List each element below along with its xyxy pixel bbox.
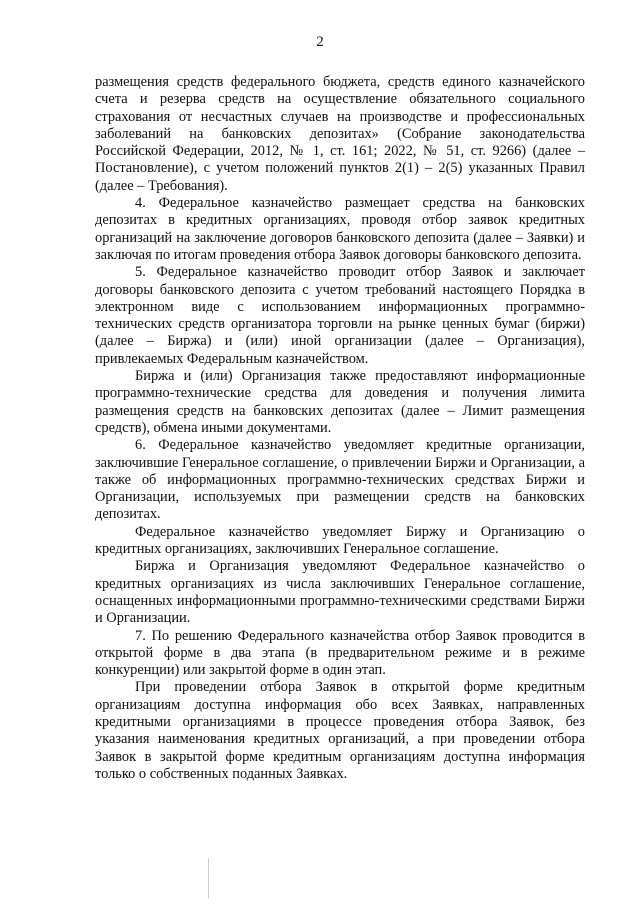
paragraph-item-6-notice-treasury: Биржа и Организация уведомляют Федеральное казначейство о кредитных организациях из числа заключивших Генеральное соглашение, оснащенных информационными программно-техническими средствами Биржи и Организации.: [95, 558, 585, 627]
paragraph-item-7: 7. По решению Федерального казначейства отбор Заявок проводится в открытой форме в два этапа (в предварительном режиме и в режиме конкуренции) или закрытой форме в один этап.: [95, 627, 585, 679]
page-number: 2: [316, 34, 324, 50]
paragraph-item-7-continued: При проведении отбора Заявок в открытой форме кредитным организациям доступна информация обо всех Заявках, направленных кредитными организациями в процессе проведения отбора Заявок, без указания наименования кредитных организаций, а при проведении отбора Заявок в закрытой форме кредитным организациям доступна информация только о собственных поданных Заявках.: [95, 679, 585, 782]
paragraph-item-5-continued: Биржа и (или) Организация также предоставляют информационные программно-технические средства для доведения и получения лимита размещения средств на банковских депозитах (далее – Лимит размещения средств), обмена иными документами.: [95, 368, 585, 436]
paragraph-continuation: размещения средств федерального бюджета, средств единого казначейского счета и резерва средств на осуществление обязательного социального страхования от несчастных случаев на производстве и профессиональных заболеваний на банковских депозитах» (Собрание законодательства Российской Федерации, 2012, № 1, ст. 161; 2022, № 51, ст. 9266) (далее – Постановление), с учетом положений пунктов 2(1) – 2(5) указанных Правил (далее – Требования).: [95, 74, 585, 194]
document-body: [95, 74, 585, 783]
paragraph-item-6-notice-exchange: Федеральное казначейство уведомляет Биржу и Организацию о кредитных организациях, заключивших Генеральное соглашение.: [95, 523, 585, 558]
scan-artifact-line: [208, 858, 209, 898]
paragraph-item-4: 4. Федеральное казначейство размещает средства на банковских депозитах в кредитных организациях, проводя отбор заявок кредитных организаций на заключение договоров банковского депозита (далее – Заявки) и заключая по итогам проведения отбора Заявок договоры банковского депозита.: [95, 195, 585, 263]
paragraph-item-6: 6. Федеральное казначейство уведомляет кредитные организации, заключившие Генеральное соглашение, о привлечении Биржи и Организации, а также об информационных программно-технических средствах Биржи и Организации, используемых при размещении средств на банковских депозитах.: [95, 437, 585, 523]
paragraph-item-5: 5. Федеральное казначейство проводит отбор Заявок и заключает договоры банковского депозита с учетом требований настоящего Порядка в электронном виде с использованием информационных программно-технических средств организатора торговли на рынке ценных бумаг (биржи) (далее – Биржа) и (или) иной организации (далее – Организация), привлекаемых Федеральным казначейством.: [95, 264, 585, 367]
